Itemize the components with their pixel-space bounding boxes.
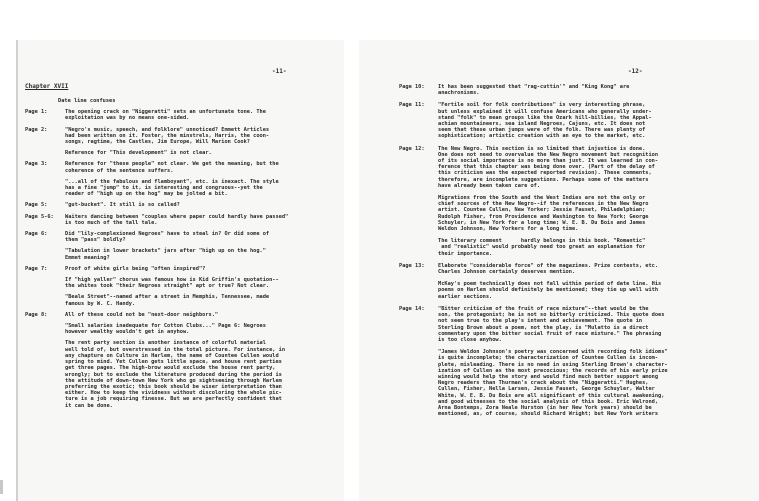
entry-label: Page 5-6: [25,213,54,220]
right-page [359,40,759,501]
entry-list [25,98,339,409]
entry-label: Page 10: [399,84,425,90]
entry [399,349,739,417]
entry [25,340,339,408]
entry [25,248,339,260]
entry-text: The New Negro. This section is so limited that injustice is done. One does not need to overvalue the New Negro movement but recognition of its social importance is no more than just. It was learned in con- ference that this chapter was being done over. (Part of the delay of this criticism was the expected reported revision). These comments, therefore, are incomplete suggestions. Perhaps some of the matters have already been taken care of. [438,145,659,189]
chapter-heading: Chapter XVII [25,83,69,90]
entry [399,195,739,232]
left-page [16,40,344,501]
entry [25,277,339,289]
entry-text: Reference for "This development" is not clear. [65,150,212,157]
entry [399,238,739,257]
page-number: -12- [628,68,643,75]
entry-text: Migrations from the South and the West Indies are not the only or chief sources of the New Negro--if the references in the New Negro artist. Countee Cullen, New Yorker; Jessie Fauset, Philadelphian; Rudolph Fisher, from Providence and Washington to New York; George Schuyler, in New York for a long time; W. E. B. Du Bois and James Weldon Johnson, New Yorkers for a long time. [438,195,649,233]
entry [25,214,339,226]
entry [25,266,339,272]
entry-text: Did "lily-complexioned Negroes" have to steal in? Or did some of them "pass" boldly? [65,231,270,244]
entry-list [399,84,739,417]
entry [25,294,339,306]
entry [25,231,339,243]
entry-label [25,179,65,198]
entry-text: Waiters dancing between "couples where paper could hardly have passed" is too much of the tall tale. [65,213,289,226]
page-number: -11- [272,68,287,75]
entry-label [25,150,65,156]
entry-label: Page 11: [399,102,425,109]
entry [25,179,339,198]
entry-label: Page 1: [25,109,48,116]
entry [25,312,339,318]
entry-text: "Small salaries inadequate for Cotton Clubs..." Page 6: Negroes however wealthy wouldn't get in anyhow. [65,323,266,336]
entry-text: Proof of white girls being "often inspired"? [65,265,206,272]
entry-label: Page 14: [399,305,425,312]
entry-text: The opening crack on "Niggeratti" sets an unfortunate tone. The exploitation was by no means one-sided. [65,109,266,122]
entry [399,84,739,96]
entry-text: "Tabulation in lower brackets" jars after "high up on the hog." Emmet meaning? [65,248,266,261]
entry-text: All of these could not be "next-door neighbors." [65,311,219,318]
page-gutter [344,40,359,501]
entry-label [399,238,438,257]
entry-label [25,340,65,408]
entry-label [25,323,65,335]
entry [25,150,339,156]
entry-text: McKay's poem technically does not fall within period of date line. His poems on Harlem should definitely be mentioned; they tie up well with earlier sections. [438,281,662,300]
entry-label: Page 13: [399,262,425,269]
entry-label [25,248,65,260]
entry-text: "Beale Street"--named after a street in Memphis, Tennessee, made famous by W. C. Handy. [65,294,270,307]
entry [25,109,339,121]
entry [399,263,739,275]
entry [399,146,739,189]
entry-label [399,349,438,417]
entry-label: Page 3: [25,161,48,168]
entry-label: Page 2: [25,126,48,133]
entry-text: The literary comment hardly belongs in this book. "Romantic" and "realistic" would probably need too great an explanation for their importance. [438,238,646,257]
entry [25,202,339,208]
entry-text: It has been suggested that "rag-cuttin'" and "King Kong" are anachronisms. [438,84,630,97]
entry-label: Page 6: [25,231,48,238]
entry-label: Page 5: [25,202,48,209]
entry-label [399,281,438,300]
entry [25,127,339,146]
entry-text: "...all of the fabulous and flamboyant", etc. is inexact. The style has a fine "jump" to it, is interesting and congruous--yet the reader of "high up on the hog" may be jolted a bit. [65,178,279,198]
edge-mark [0,480,3,494]
entry-label [399,195,438,232]
entry [25,161,339,173]
entry-label [25,294,65,306]
entry [58,98,339,104]
entry-text: "gut-bucket". It still is so called? [65,202,180,209]
entry-label: Page 8: [25,311,48,318]
entry [25,323,339,335]
entry [399,306,739,343]
entry-text: The rent party section is another instance of colorful material well told of, but overstressed in the total picture. For instance, in any chapture on Culture in Harlem, the name of Countee Cullen would spring to mind. Yet Cullen gets little space, and house rent parties get three pages. The high-brow would exclude the house rent party, wrongly; but to exclude the literature produced during the period is the attitude of down-town New York who go sightseeing through Harlem preferring the exotic; this book should be wiser interpretation than either. How to keep the vividness without discoloring the whole pic- ture is a job requiring finesse. But we are perfectly confident that it can be done. [65,340,286,409]
entry-text: If "high yaller" chorus was famous how is Kid Griffin's quotation-- the whites took "their Negroes straight" apt or true? Not clear. [65,277,279,290]
entry-text: Date line confuses [58,98,116,104]
entry-label: Page 7: [25,265,48,272]
entry-text: Reference for "these people" not clear. We get the meaning, but the coherence of the sentence suffers. [65,161,279,174]
entry-text: "Fertile soil for folk contributions" is very interesting phrase, but unless explained it will confuse Americans who generally under- stand "folk" to mean groups like the Ozark hill-billies, the Appal- achian mountaineers, sea island Negroes, Cajuns, etc. It does not seem that these urban jumps were of the folk. There was plenty of sophistication; artistic creation with an eye to the market, etc. [438,102,652,140]
entry-text: "Bitter criticism of the fruit of race mixture"--that would be the son, the protagonist; he is not so bitterly criticized. This quote does not seem true to the play's intent and achievement. The quote in Sterling Brown about a poem, not the play, is "Mulatto is a direct commentary upon the bitter social fruit of race mixture." The phrasing is too close anyhow. [438,305,665,343]
entry-text: "Negro's music, speech, and folklore" unnoticed? Emmett Articles had been written on it. Foster, the minstrels, Harris, the coon- songs, ragtime, the Castles, Jim Europe, Will Marion Cook? [65,126,270,146]
entry-text: "James Weldon Johnson's poetry was concerned with recording folk idioms" is quite incomplete; the characterization of Countee Cullen is incom- plete, misleading. There is no need in using Sterling Brown's character- ization of Cullen as the most precocious; the records of his early prize winning would help the story and would find much better support among Negro readers than Thurman's crack about the "Niggeratti." Hughes, Cullen, Fisher, Nella Larsen, Jessie Fauset, George Schuyler, Walter White, W. E. B. Du Bois are all significant of this cultural awakening, and good witnesses to the social analysis of this book. Eric Walrond, Arna Bontemps, Zora Neale Hurston (in her New York years) should be mentioned, as, of course, should Richard Wright; but New York writers [438,349,668,418]
entry-label [25,277,65,289]
entry-text: Elaborate "considerable force" of the magazines. Prize contests, etc. Charles Johnson certainly deserves mention. [438,262,659,276]
entry-label: Page 12: [399,145,425,152]
entry [399,102,739,139]
entry [399,281,739,300]
